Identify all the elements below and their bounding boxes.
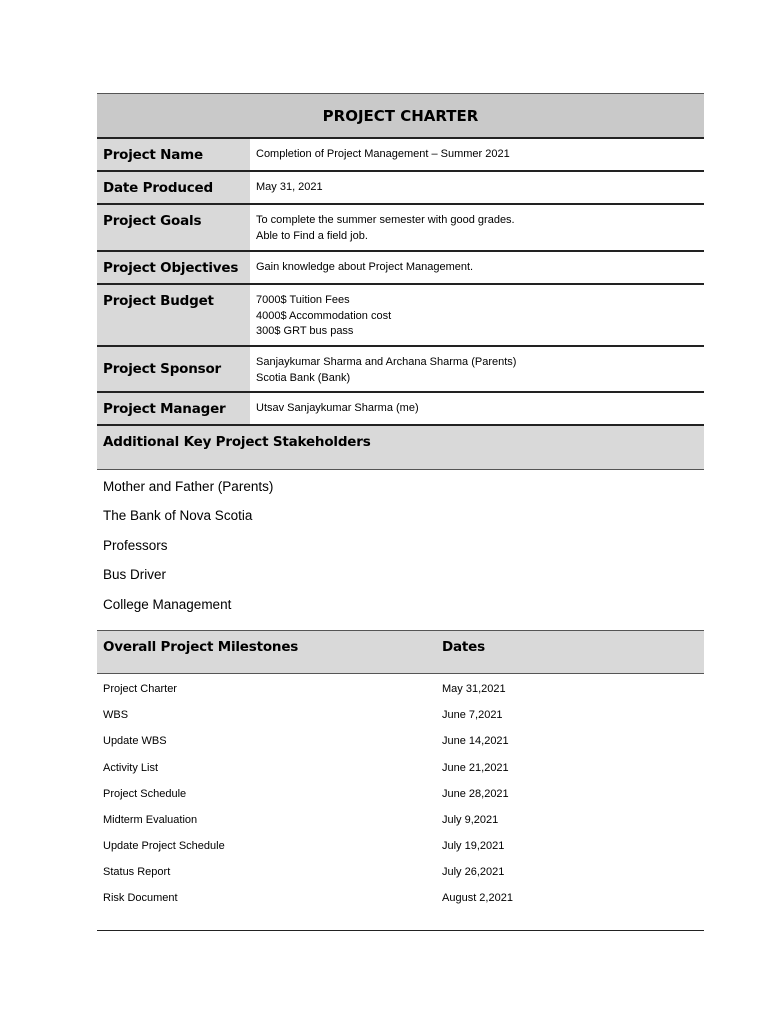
milestone-date: June 28,2021 — [442, 787, 509, 800]
list-item: Bus Driver — [103, 567, 167, 583]
row-project-sponsor — [97, 347, 704, 393]
milestone-date: June 7,2021 — [442, 709, 503, 722]
value-line: Sanjaykumar Sharma and Archana Sharma (Parents) — [256, 356, 517, 368]
row-project-manager — [97, 393, 704, 426]
table-row — [97, 787, 704, 813]
value-line: Scotia Bank (Bank) — [256, 371, 351, 384]
milestone-date: June 14,2021 — [442, 735, 509, 748]
milestone-name: Update Project Schedule — [103, 840, 225, 853]
table-row — [97, 682, 704, 708]
stakeholders-heading: Additional Key Project Stakeholders — [97, 426, 704, 470]
project-charter-document — [97, 93, 704, 931]
row-value — [250, 285, 704, 345]
row-label: Project Goals — [97, 205, 250, 250]
row-value — [250, 252, 704, 283]
table-row — [97, 734, 704, 760]
milestone-date: June 21,2021 — [442, 761, 509, 774]
milestone-date: August 2,2021 — [442, 892, 513, 905]
value-line: Able to Find a field job. — [256, 229, 368, 242]
row-project-name — [97, 139, 704, 172]
milestone-name: Status Report — [103, 866, 171, 879]
milestone-name: Activity List — [103, 761, 159, 774]
row-value — [250, 205, 704, 250]
milestone-name: Risk Document — [103, 892, 178, 905]
list-item: Professors — [103, 537, 168, 553]
row-date-produced — [97, 172, 704, 205]
row-value — [250, 347, 704, 391]
value-line: Completion of Project Management – Summer 2021 — [256, 148, 510, 160]
value-line: 7000$ Tuition Fees — [256, 294, 350, 306]
row-label: Project Budget — [97, 285, 250, 345]
row-value — [250, 393, 704, 424]
value-line: May 31, 2021 — [256, 181, 323, 193]
table-row — [97, 813, 704, 839]
row-value — [250, 172, 704, 203]
value-line: Utsav Sanjaykumar Sharma (me) — [256, 402, 419, 414]
document-title: PROJECT CHARTER — [97, 93, 704, 139]
row-project-budget — [97, 285, 704, 347]
list-item: Mother and Father (Parents) — [103, 479, 274, 494]
milestone-date: July 26,2021 — [442, 866, 505, 879]
milestone-name: Midterm Evaluation — [103, 813, 198, 826]
list-item: The Bank of Nova Scotia — [103, 508, 253, 524]
stakeholders-list — [97, 470, 704, 625]
list-item: College Management — [103, 596, 232, 612]
row-label: Project Name — [97, 139, 250, 170]
value-line: 300$ GRT bus pass — [256, 325, 354, 337]
value-line: 4000$ Accommodation cost — [256, 309, 392, 322]
milestone-name: Project Charter — [103, 682, 177, 695]
milestones-header — [97, 630, 704, 674]
row-label: Date Produced — [97, 172, 250, 203]
value-line: Gain knowledge about Project Management. — [256, 261, 474, 273]
table-row — [97, 865, 704, 891]
row-label: Project Manager — [97, 393, 250, 424]
dates-heading: Dates — [442, 638, 485, 655]
milestone-date: July 9,2021 — [442, 813, 499, 826]
milestone-name: Project Schedule — [103, 787, 187, 800]
table-row — [97, 708, 704, 734]
table-row — [97, 891, 704, 917]
milestones-table — [97, 674, 704, 931]
table-row — [97, 839, 704, 865]
row-value — [250, 139, 704, 170]
row-project-goals — [97, 205, 704, 252]
milestone-date: July 19,2021 — [442, 840, 505, 853]
milestones-heading: Overall Project Milestones — [103, 638, 299, 655]
row-label: Project Sponsor — [97, 347, 250, 391]
row-project-objectives — [97, 252, 704, 285]
row-label: Project Objectives — [97, 252, 250, 283]
milestone-name: WBS — [103, 709, 129, 722]
value-line: To complete the summer semester with good grades. — [256, 214, 515, 226]
milestone-date: May 31,2021 — [442, 682, 506, 695]
table-row — [97, 761, 704, 787]
milestone-name: Update WBS — [103, 735, 167, 748]
